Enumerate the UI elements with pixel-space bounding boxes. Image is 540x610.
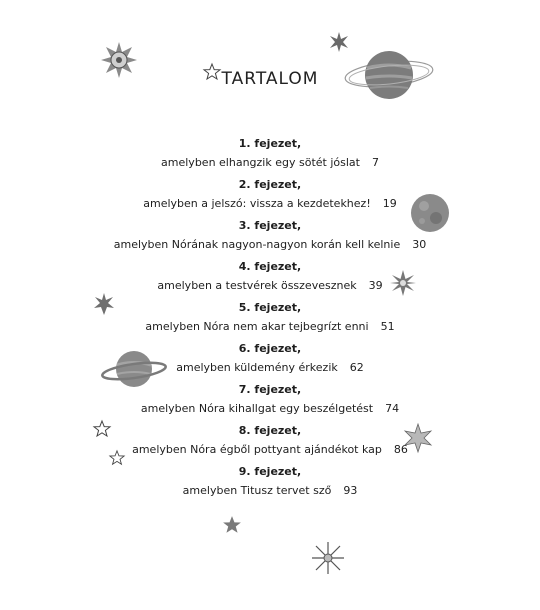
chapter-description-line [0, 156, 540, 170]
chapter-description-line [0, 443, 540, 457]
chapter-heading: 5. fejezet, [238, 301, 302, 314]
chapter-description: amelyben Nóra kihallgat egy beszélgetést [140, 402, 374, 415]
chapter-description: amelyben Nóra nem akar tejbegrízt enni [145, 320, 369, 333]
chapter-description: amelyben küldemény érkezik [176, 361, 338, 374]
chapter-description-line [0, 320, 540, 334]
small-star-left-icon [93, 293, 115, 315]
planet-icon [410, 193, 450, 233]
chapter-heading: 9. fejezet, [238, 465, 302, 478]
chapter-description-line [0, 238, 540, 252]
toc-entry-2[interactable] [0, 178, 540, 219]
chapter-heading: 2. fejezet, [238, 178, 302, 191]
chapter-description: amelyben Nóra égből pottyant ajándékot kap [132, 443, 382, 456]
chapter-description-line [0, 484, 540, 498]
chapter-heading: 4. fejezet, [238, 260, 302, 273]
solid-star-icon [222, 515, 242, 535]
mandala-star-icon [101, 42, 137, 78]
page-number: 19 [382, 197, 397, 210]
toc-entry-9[interactable] [0, 465, 540, 506]
six-point-star-icon [404, 424, 432, 452]
page-number: 39 [368, 279, 383, 292]
sparkle-star-icon [390, 270, 416, 296]
chapter-description: amelyben elhangzik egy sötét jóslat [161, 156, 360, 169]
toc-entry-5[interactable] [0, 301, 540, 342]
chapter-description: amelyben a testvérek összevesznek [157, 279, 357, 292]
page-number: 7 [371, 156, 379, 169]
outline-star-tiny-icon [109, 450, 125, 466]
toc-entry-1[interactable] [0, 137, 540, 178]
chapter-description: amelyben Nórának nagyon-nagyon korán kell kelnie [113, 238, 401, 251]
toc-entry-7[interactable] [0, 383, 540, 424]
chapter-heading: 3. fejezet, [238, 219, 302, 232]
chapter-heading: 8. fejezet, [238, 424, 302, 437]
page-number: 62 [349, 361, 364, 374]
toc-entry-3[interactable] [0, 219, 540, 260]
page-number: 93 [343, 484, 358, 497]
page-number: 30 [412, 238, 427, 251]
chapter-description-line [0, 197, 540, 211]
snowflake-star-icon [310, 540, 346, 576]
chapter-description-line [0, 361, 540, 375]
chapter-heading: 7. fejezet, [238, 383, 302, 396]
toc-entry-8[interactable] [0, 424, 540, 465]
chapter-heading: 1. fejezet, [238, 137, 302, 150]
ringed-planet-icon [343, 48, 435, 104]
table-of-contents [0, 137, 540, 506]
outline-star-small-icon [93, 420, 111, 438]
chapter-description: amelyben a jelszó: vissza a kezdetekhez! [143, 197, 371, 210]
toc-entry-4[interactable] [0, 260, 540, 301]
chapter-heading: 6. fejezet, [238, 342, 302, 355]
page-title: TARTALOM [221, 69, 319, 89]
page-number: 74 [385, 402, 400, 415]
ringed-planet-left-icon [101, 347, 167, 391]
page-number: 51 [380, 320, 395, 333]
toc-entry-6[interactable] [0, 342, 540, 383]
chapter-description-line [0, 279, 540, 293]
page-number: 86 [393, 443, 408, 456]
outline-star-icon [203, 63, 221, 81]
chapter-description-line [0, 402, 540, 416]
chapter-description: amelyben Titusz tervet sző [182, 484, 332, 497]
